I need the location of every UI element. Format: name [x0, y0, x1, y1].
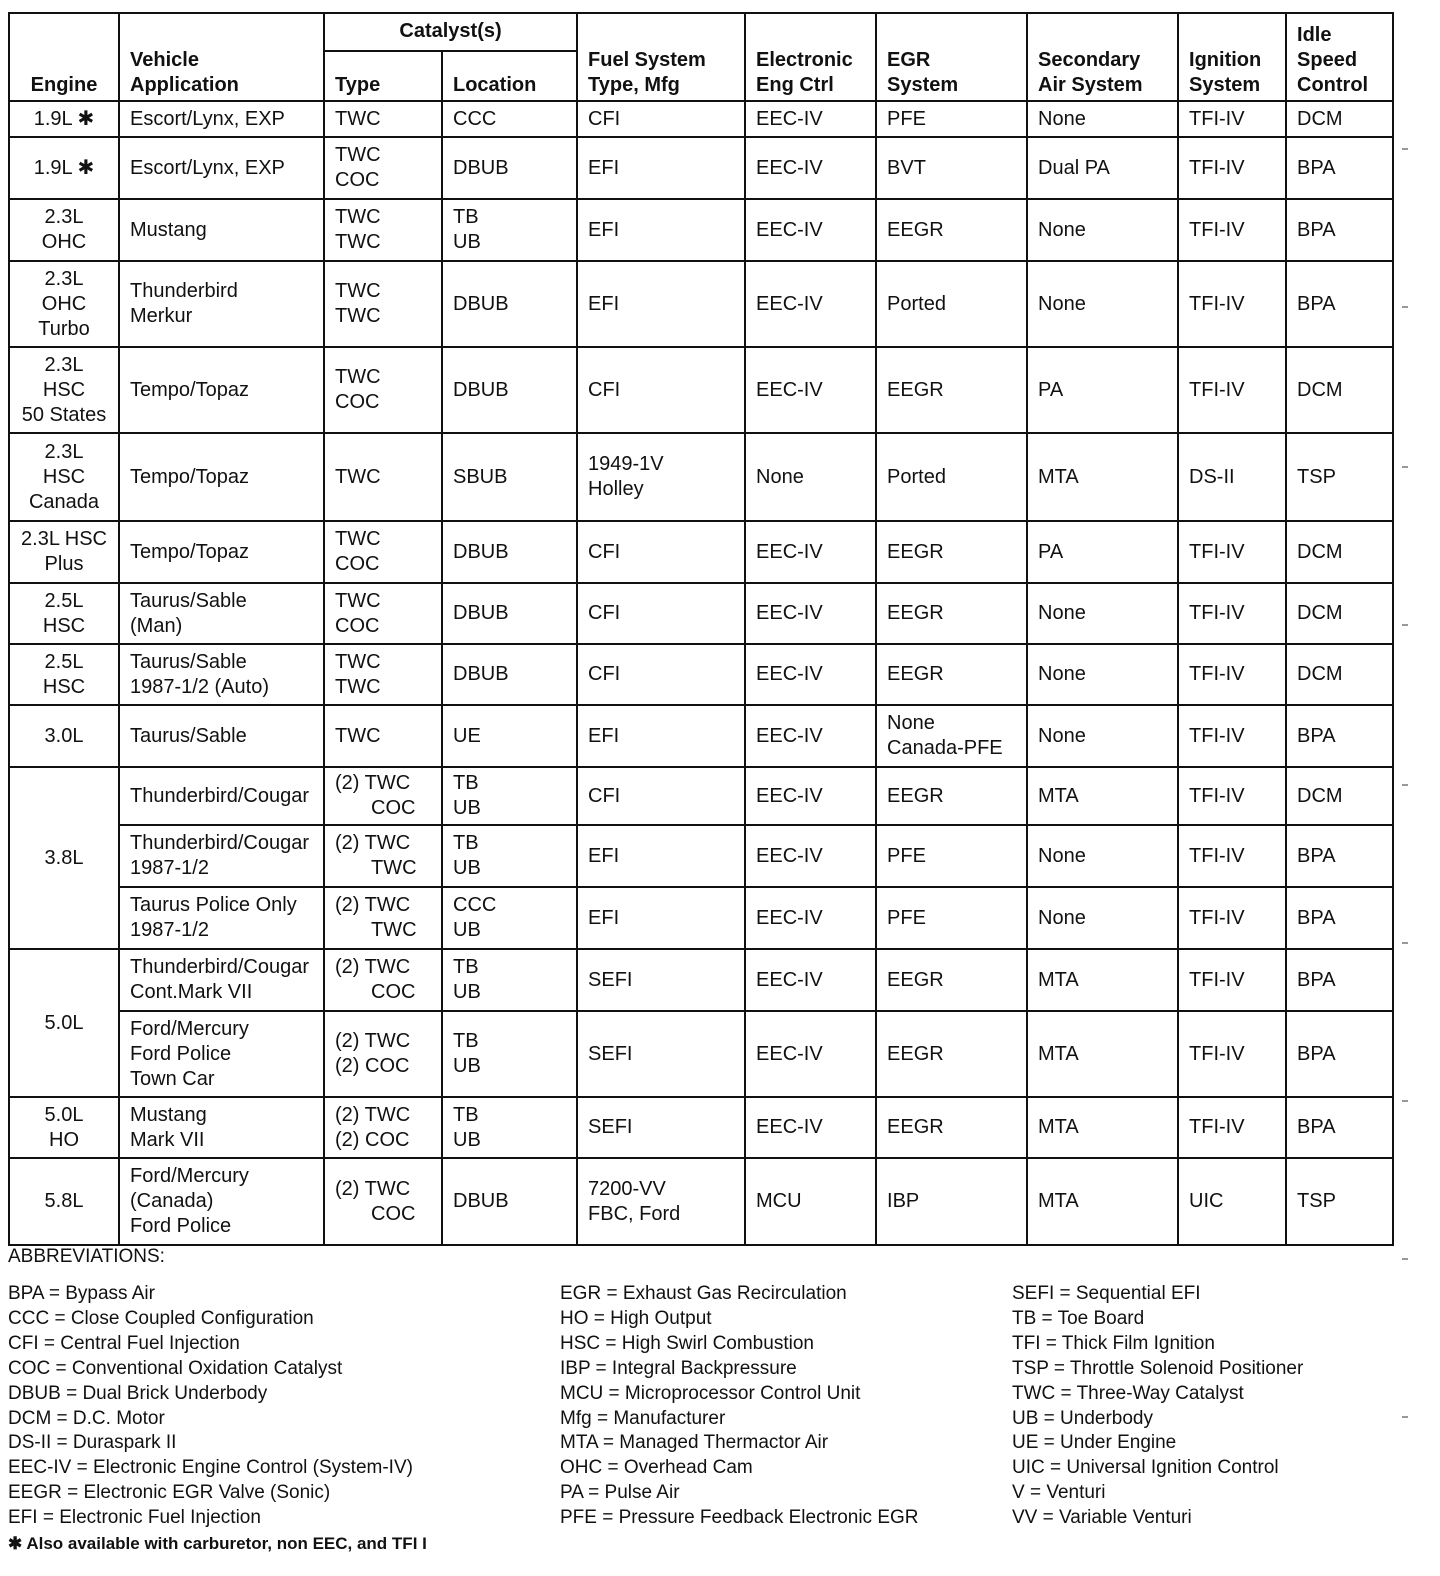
- catalyst-type-line: (2) COC: [335, 1128, 410, 1151]
- abbreviation-item: CFI = Central Fuel Injection: [8, 1332, 240, 1354]
- egr-system-cell: Ported: [876, 261, 1027, 347]
- abbreviations-column-2: [560, 1282, 919, 1531]
- abbreviation-item: EGR = Exhaust Gas Recirculation: [560, 1283, 847, 1304]
- secondary-air-cell: MTA: [1027, 433, 1178, 521]
- catalyst-location-cell: TB UB: [442, 1097, 577, 1158]
- ignition-system-cell: TFI-IV: [1178, 521, 1286, 583]
- fuel-system-cell: 7200-VV FBC, Ford: [577, 1158, 745, 1245]
- egr-system-cell: EEGR: [876, 347, 1027, 433]
- catalyst-type-cell: [324, 199, 442, 261]
- catalyst-location-cell: TB UB: [442, 767, 577, 825]
- catalyst-location-cell: TB UB: [442, 825, 577, 887]
- electronic-eng-ctrl-cell: EEC-IV: [745, 1097, 876, 1158]
- secondary-air-cell: None: [1027, 825, 1178, 887]
- table-row: [9, 347, 1393, 433]
- catalyst-type-line: TWC: [335, 366, 381, 388]
- vehicle-application-cell: Taurus/Sable (Man): [119, 583, 324, 644]
- secondary-air-cell: None: [1027, 101, 1178, 137]
- catalyst-type-line: COC: [371, 797, 416, 819]
- abbreviation-item: BPA = Bypass Air: [8, 1283, 155, 1304]
- table-body: [9, 101, 1393, 1245]
- catalyst-type-line: COC: [335, 391, 380, 413]
- electronic-eng-ctrl-cell: EEC-IV: [745, 261, 876, 347]
- fuel-system-cell: CFI: [577, 101, 745, 137]
- abbreviation-item: Mfg = Manufacturer: [560, 1407, 726, 1429]
- catalyst-location-cell: DBUB: [442, 521, 577, 583]
- electronic-eng-ctrl-cell: EEC-IV: [745, 949, 876, 1011]
- idle-speed-control-cell: TSP: [1286, 433, 1393, 521]
- vehicle-application-cell: Thunderbird/Cougar Cont.Mark VII: [119, 949, 324, 1011]
- ignition-system-cell: TFI-IV: [1178, 887, 1286, 949]
- vehicle-application-cell: Ford/Mercury Ford Police Town Car: [119, 1011, 324, 1097]
- fuel-system-cell: SEFI: [577, 1011, 745, 1097]
- catalyst-type-line: TWC: [335, 465, 381, 488]
- electronic-eng-ctrl-cell: EEC-IV: [745, 199, 876, 261]
- fuel-system-cell: EFI: [577, 199, 745, 261]
- vehicle-application-cell: Taurus/Sable: [119, 705, 324, 767]
- idle-speed-control-cell: DCM: [1286, 644, 1393, 705]
- catalyst-type-line: (2) TWC: [335, 772, 411, 794]
- ignition-system-cell: DS-II: [1178, 433, 1286, 521]
- catalyst-type-line: COC: [335, 614, 380, 637]
- catalyst-type-line: (2) TWC: [335, 1030, 411, 1052]
- catalyst-location-cell: TB UB: [442, 949, 577, 1011]
- egr-system-cell: EEGR: [876, 1011, 1027, 1097]
- idle-speed-control-cell: DCM: [1286, 101, 1393, 137]
- secondary-air-cell: None: [1027, 583, 1178, 644]
- margin-tick-mark: [1402, 466, 1408, 468]
- header-catalysts: Catalyst(s): [324, 13, 577, 51]
- fuel-system-cell: EFI: [577, 137, 745, 199]
- abbreviation-item: EEC-IV = Electronic Engine Control (System-IV): [8, 1457, 413, 1479]
- egr-system-cell: EEGR: [876, 949, 1027, 1011]
- engine-cell: 5.8L: [9, 1158, 119, 1245]
- catalyst-type-cell: [324, 583, 442, 644]
- catalyst-type-cell: [324, 1158, 442, 1245]
- table-row: [9, 1097, 1393, 1158]
- header-fuel-system: Fuel System Type, Mfg: [577, 13, 745, 101]
- abbreviation-item: MCU = Microprocessor Control Unit: [560, 1382, 861, 1404]
- catalyst-type-line: COC: [335, 553, 380, 575]
- secondary-air-cell: Dual PA: [1027, 137, 1178, 199]
- fuel-system-cell: SEFI: [577, 949, 745, 1011]
- abbreviation-item: EEGR = Electronic EGR Valve (Sonic): [8, 1482, 331, 1504]
- electronic-eng-ctrl-cell: EEC-IV: [745, 101, 876, 137]
- egr-system-cell: EEGR: [876, 521, 1027, 583]
- margin-tick-mark: [1402, 1258, 1408, 1260]
- table-row: [9, 521, 1393, 583]
- margin-tick-mark: [1402, 942, 1408, 944]
- vehicle-application-cell: Thunderbird Merkur: [119, 261, 324, 347]
- table-row: [9, 767, 1393, 825]
- ignition-system-cell: TFI-IV: [1178, 825, 1286, 887]
- catalyst-type-line: TWC: [335, 305, 381, 327]
- catalyst-location-cell: DBUB: [442, 583, 577, 644]
- abbreviation-item: SEFI = Sequential EFI: [1012, 1283, 1201, 1304]
- engine-cell: 5.0L HO: [9, 1097, 119, 1158]
- catalyst-type-line: COC: [335, 169, 380, 191]
- ignition-system-cell: TFI-IV: [1178, 347, 1286, 433]
- abbreviation-item: COC = Conventional Oxidation Catalyst: [8, 1357, 343, 1379]
- egr-system-cell: IBP: [876, 1158, 1027, 1245]
- engine-cell: 1.9L ✱: [9, 137, 119, 199]
- catalyst-location-cell: DBUB: [442, 261, 577, 347]
- abbreviation-item: TWC = Three-Way Catalyst: [1012, 1382, 1244, 1404]
- header-egr-system: EGR System: [876, 13, 1027, 101]
- egr-system-cell: BVT: [876, 137, 1027, 199]
- table-row: [9, 199, 1393, 261]
- fuel-system-cell: EFI: [577, 261, 745, 347]
- vehicle-application-cell: Taurus Police Only 1987-1/2: [119, 887, 324, 949]
- ignition-system-cell: UIC: [1178, 1158, 1286, 1245]
- ignition-system-cell: TFI-IV: [1178, 1011, 1286, 1097]
- abbreviation-item: UE = Under Engine: [1012, 1432, 1177, 1454]
- ignition-system-cell: TFI-IV: [1178, 949, 1286, 1011]
- ignition-system-cell: TFI-IV: [1178, 261, 1286, 347]
- egr-system-cell: EEGR: [876, 1097, 1027, 1158]
- fuel-system-cell: CFI: [577, 347, 745, 433]
- catalyst-location-cell: SBUB: [442, 433, 577, 521]
- fuel-system-cell: CFI: [577, 767, 745, 825]
- vehicle-application-cell: Mustang Mark VII: [119, 1097, 324, 1158]
- abbreviation-item: DS-II = Duraspark II: [8, 1432, 177, 1454]
- abbreviation-item: DBUB = Dual Brick Underbody: [8, 1382, 268, 1404]
- ignition-system-cell: TFI-IV: [1178, 1097, 1286, 1158]
- secondary-air-cell: None: [1027, 199, 1178, 261]
- fuel-system-cell: 1949-1V Holley: [577, 433, 745, 521]
- catalyst-location-cell: DBUB: [442, 137, 577, 199]
- electronic-eng-ctrl-cell: EEC-IV: [745, 1011, 876, 1097]
- idle-speed-control-cell: DCM: [1286, 521, 1393, 583]
- engine-cell: 2.3L OHC: [9, 199, 119, 261]
- catalyst-type-line: TWC: [335, 650, 381, 673]
- table-row: [9, 261, 1393, 347]
- table-row: [9, 583, 1393, 644]
- catalyst-type-line: (2) TWC: [335, 956, 411, 978]
- catalyst-type-line: TWC: [335, 144, 381, 166]
- catalyst-type-cell: [324, 1097, 442, 1158]
- engine-cell: 2.3L HSC Plus: [9, 521, 119, 583]
- electronic-eng-ctrl-cell: EEC-IV: [745, 583, 876, 644]
- egr-system-cell: EEGR: [876, 199, 1027, 261]
- catalyst-type-line: (2) TWC: [335, 832, 411, 854]
- vehicle-application-cell: Tempo/Topaz: [119, 347, 324, 433]
- abbreviation-item: DCM = D.C. Motor: [8, 1407, 165, 1429]
- egr-system-cell: EEGR: [876, 583, 1027, 644]
- vehicle-application-cell: Escort/Lynx, EXP: [119, 137, 324, 199]
- catalyst-type-cell: [324, 825, 442, 887]
- catalyst-type-line: TWC: [335, 280, 381, 302]
- catalyst-location-cell: CCC UB: [442, 887, 577, 949]
- fuel-system-cell: CFI: [577, 644, 745, 705]
- vehicle-application-cell: Mustang: [119, 199, 324, 261]
- secondary-air-cell: PA: [1027, 347, 1178, 433]
- engine-cell: 5.0L: [9, 949, 119, 1097]
- idle-speed-control-cell: BPA: [1286, 1097, 1393, 1158]
- abbreviations-column-1: [8, 1282, 413, 1531]
- idle-speed-control-cell: DCM: [1286, 347, 1393, 433]
- engine-cell: 2.3L OHC Turbo: [9, 261, 119, 347]
- catalyst-type-line: (2) TWC: [335, 894, 411, 916]
- table-row: [9, 137, 1393, 199]
- idle-speed-control-cell: BPA: [1286, 949, 1393, 1011]
- idle-speed-control-cell: BPA: [1286, 825, 1393, 887]
- fuel-system-cell: EFI: [577, 705, 745, 767]
- abbreviation-item: TB = Toe Board: [1012, 1307, 1145, 1329]
- catalyst-type-cell: [324, 705, 442, 767]
- catalyst-type-cell: [324, 644, 442, 705]
- idle-speed-control-cell: BPA: [1286, 199, 1393, 261]
- ignition-system-cell: TFI-IV: [1178, 767, 1286, 825]
- header-catalyst-location: Location: [442, 51, 577, 101]
- margin-tick-mark: [1402, 148, 1408, 150]
- electronic-eng-ctrl-cell: EEC-IV: [745, 767, 876, 825]
- egr-system-cell: PFE: [876, 887, 1027, 949]
- catalyst-location-cell: UE: [442, 705, 577, 767]
- engine-cell: 2.5L HSC: [9, 583, 119, 644]
- abbreviation-item: OHC = Overhead Cam: [560, 1457, 753, 1479]
- catalyst-location-cell: DBUB: [442, 1158, 577, 1245]
- engine-cell: 1.9L ✱: [9, 101, 119, 137]
- footnote: ✱ Also available with carburetor, non EEC, and TFI I: [8, 1534, 427, 1553]
- catalyst-location-cell: CCC: [442, 101, 577, 137]
- abbreviation-item: HSC = High Swirl Combustion: [560, 1332, 814, 1354]
- egr-system-cell: None Canada-PFE: [876, 705, 1027, 767]
- electronic-eng-ctrl-cell: EEC-IV: [745, 887, 876, 949]
- engine-cell: 2.3L HSC 50 States: [9, 347, 119, 433]
- fuel-system-cell: CFI: [577, 583, 745, 644]
- emission-spec-table: [8, 12, 1394, 1246]
- header-vehicle-application: Vehicle Application: [119, 13, 324, 101]
- catalyst-type-line: TWC: [335, 231, 381, 253]
- electronic-eng-ctrl-cell: EEC-IV: [745, 347, 876, 433]
- ignition-system-cell: TFI-IV: [1178, 101, 1286, 137]
- ignition-system-cell: TFI-IV: [1178, 137, 1286, 199]
- catalyst-type-cell: [324, 137, 442, 199]
- abbreviation-item: PA = Pulse Air: [560, 1482, 680, 1504]
- electronic-eng-ctrl-cell: EEC-IV: [745, 137, 876, 199]
- secondary-air-cell: MTA: [1027, 1011, 1178, 1097]
- secondary-air-cell: MTA: [1027, 767, 1178, 825]
- electronic-eng-ctrl-cell: EEC-IV: [745, 825, 876, 887]
- idle-speed-control-cell: DCM: [1286, 767, 1393, 825]
- fuel-system-cell: EFI: [577, 825, 745, 887]
- catalyst-type-cell: [324, 347, 442, 433]
- secondary-air-cell: MTA: [1027, 949, 1178, 1011]
- margin-tick-mark: [1402, 306, 1408, 308]
- idle-speed-control-cell: BPA: [1286, 705, 1393, 767]
- catalyst-type-line: TWC: [335, 724, 381, 747]
- margin-tick-mark: [1402, 1100, 1408, 1102]
- table-row: [9, 887, 1393, 949]
- catalyst-type-line: TWC: [371, 919, 417, 941]
- egr-system-cell: PFE: [876, 101, 1027, 137]
- margin-tick-mark: [1402, 624, 1408, 626]
- ignition-system-cell: TFI-IV: [1178, 644, 1286, 705]
- table-row: [9, 1011, 1393, 1097]
- secondary-air-cell: MTA: [1027, 1158, 1178, 1245]
- header-idle-speed-control: Idle Speed Control: [1286, 13, 1393, 101]
- catalyst-type-line: COC: [371, 981, 416, 1003]
- catalyst-location-cell: TB UB: [442, 1011, 577, 1097]
- catalyst-type-line: TWC: [371, 857, 417, 879]
- ignition-system-cell: TFI-IV: [1178, 199, 1286, 261]
- secondary-air-cell: PA: [1027, 521, 1178, 583]
- engine-cell: 3.8L: [9, 767, 119, 949]
- table-row: [9, 433, 1393, 521]
- catalyst-type-cell: [324, 1011, 442, 1097]
- fuel-system-cell: SEFI: [577, 1097, 745, 1158]
- catalyst-type-line: (2) TWC: [335, 1103, 411, 1126]
- electronic-eng-ctrl-cell: None: [745, 433, 876, 521]
- ignition-system-cell: TFI-IV: [1178, 583, 1286, 644]
- secondary-air-cell: None: [1027, 261, 1178, 347]
- abbreviations-title: ABBREVIATIONS:: [8, 1246, 165, 1267]
- abbreviation-item: IBP = Integral Backpressure: [560, 1357, 797, 1379]
- idle-speed-control-cell: TSP: [1286, 1158, 1393, 1245]
- table-row: [9, 101, 1393, 137]
- margin-tick-mark: [1402, 784, 1408, 786]
- abbreviation-item: VV = Variable Venturi: [1012, 1507, 1192, 1529]
- catalyst-type-line: TWC: [335, 675, 381, 698]
- abbreviation-item: HO = High Output: [560, 1307, 712, 1329]
- secondary-air-cell: None: [1027, 705, 1178, 767]
- idle-speed-control-cell: BPA: [1286, 887, 1393, 949]
- catalyst-type-cell: [324, 949, 442, 1011]
- catalyst-type-line: (2) COC: [335, 1055, 410, 1077]
- engine-cell: 3.0L: [9, 705, 119, 767]
- idle-speed-control-cell: DCM: [1286, 583, 1393, 644]
- catalyst-type-line: TWC: [335, 528, 381, 550]
- table-row: [9, 1158, 1393, 1245]
- fuel-system-cell: CFI: [577, 521, 745, 583]
- vehicle-application-cell: Thunderbird/Cougar 1987-1/2: [119, 825, 324, 887]
- abbreviation-item: PFE = Pressure Feedback Electronic EGR: [560, 1507, 919, 1529]
- catalyst-type-line: TWC: [335, 107, 381, 130]
- idle-speed-control-cell: BPA: [1286, 1011, 1393, 1097]
- egr-system-cell: PFE: [876, 825, 1027, 887]
- abbreviation-item: UB = Underbody: [1012, 1407, 1153, 1429]
- vehicle-application-cell: Escort/Lynx, EXP: [119, 101, 324, 137]
- abbreviations-column-3: [1012, 1282, 1303, 1531]
- vehicle-application-cell: Tempo/Topaz: [119, 521, 324, 583]
- header-electronic-eng-ctrl: Electronic Eng Ctrl: [745, 13, 876, 101]
- table-row: [9, 705, 1393, 767]
- abbreviation-item: MTA = Managed Thermactor Air: [560, 1432, 829, 1454]
- secondary-air-cell: None: [1027, 887, 1178, 949]
- abbreviation-item: TSP = Throttle Solenoid Positioner: [1012, 1357, 1304, 1379]
- table-row: [9, 949, 1393, 1011]
- catalyst-type-line: TWC: [335, 589, 381, 612]
- catalyst-type-cell: [324, 433, 442, 521]
- table-header: [9, 13, 1393, 101]
- secondary-air-cell: None: [1027, 644, 1178, 705]
- catalyst-type-cell: [324, 261, 442, 347]
- header-ignition-system: Ignition System: [1178, 13, 1286, 101]
- vehicle-application-cell: Tempo/Topaz: [119, 433, 324, 521]
- engine-cell: 2.3L HSC Canada: [9, 433, 119, 521]
- catalyst-type-line: TWC: [335, 206, 381, 228]
- secondary-air-cell: MTA: [1027, 1097, 1178, 1158]
- vehicle-application-cell: Thunderbird/Cougar: [119, 767, 324, 825]
- catalyst-type-cell: [324, 767, 442, 825]
- catalyst-type-line: COC: [371, 1202, 416, 1225]
- electronic-eng-ctrl-cell: MCU: [745, 1158, 876, 1245]
- fuel-system-cell: EFI: [577, 887, 745, 949]
- egr-system-cell: EEGR: [876, 767, 1027, 825]
- abbreviation-item: TFI = Thick Film Ignition: [1012, 1332, 1215, 1354]
- abbreviation-item: EFI = Electronic Fuel Injection: [8, 1507, 261, 1529]
- catalyst-type-cell: [324, 101, 442, 137]
- table-row: [9, 644, 1393, 705]
- header-catalyst-type: Type: [324, 51, 442, 101]
- catalyst-type-cell: [324, 521, 442, 583]
- abbreviation-item: CCC = Close Coupled Configuration: [8, 1307, 314, 1329]
- electronic-eng-ctrl-cell: EEC-IV: [745, 644, 876, 705]
- electronic-eng-ctrl-cell: EEC-IV: [745, 521, 876, 583]
- egr-system-cell: EEGR: [876, 644, 1027, 705]
- idle-speed-control-cell: BPA: [1286, 261, 1393, 347]
- table-row: [9, 825, 1393, 887]
- egr-system-cell: Ported: [876, 433, 1027, 521]
- catalyst-location-cell: DBUB: [442, 644, 577, 705]
- catalyst-type-cell: [324, 887, 442, 949]
- vehicle-application-cell: Taurus/Sable 1987-1/2 (Auto): [119, 644, 324, 705]
- catalyst-location-cell: TB UB: [442, 199, 577, 261]
- ignition-system-cell: TFI-IV: [1178, 705, 1286, 767]
- abbreviation-item: V = Venturi: [1012, 1482, 1106, 1504]
- header-secondary-air-system: Secondary Air System: [1027, 13, 1178, 101]
- header-engine: Engine: [9, 13, 119, 101]
- engine-cell: 2.5L HSC: [9, 644, 119, 705]
- abbreviation-item: UIC = Universal Ignition Control: [1012, 1457, 1279, 1479]
- idle-speed-control-cell: BPA: [1286, 137, 1393, 199]
- margin-tick-mark: [1402, 1416, 1408, 1418]
- vehicle-application-cell: Ford/Mercury (Canada) Ford Police: [119, 1158, 324, 1245]
- catalyst-location-cell: DBUB: [442, 347, 577, 433]
- catalyst-type-line: (2) TWC: [335, 1177, 411, 1200]
- electronic-eng-ctrl-cell: EEC-IV: [745, 705, 876, 767]
